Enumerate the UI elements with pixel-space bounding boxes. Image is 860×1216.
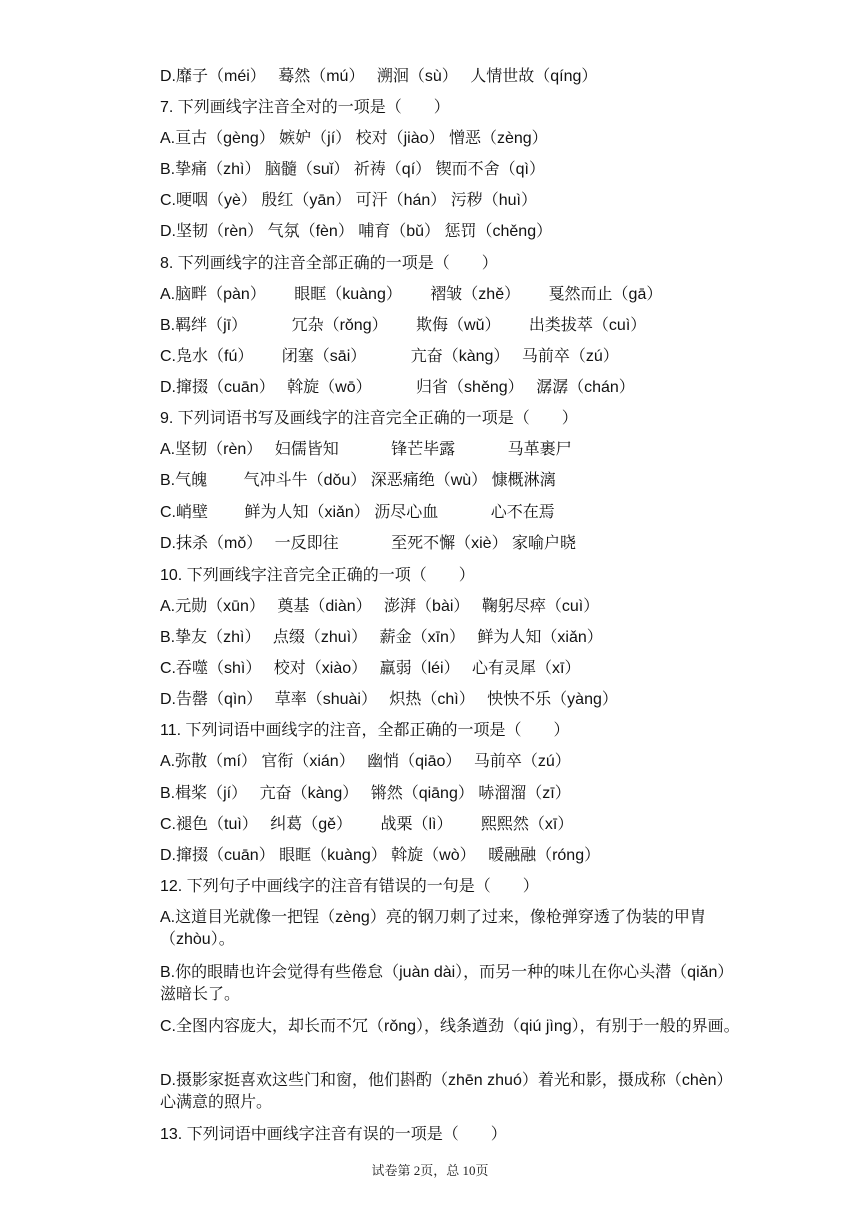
question-8: 8. 下列画线字的注音全部正确的一项是（ ） bbox=[160, 255, 498, 272]
question-12: 12. 下列句子中画线字的注音有错误的一句是（ ） bbox=[160, 878, 539, 895]
option-c-q10: C.吞噬（shì） 校对（xiào） 羸弱（léi） 心有灵犀（xī） bbox=[160, 660, 581, 677]
option-b-q9: B.气魄 气冲斗牛（dǒu） 深恶痛绝（wù） 慷概淋漓 bbox=[160, 472, 556, 489]
option-c-q12: C.全图内容庞大，却长而不冗（rǒng），线条遒劲（qiú jìng），有别于一般的界画。 bbox=[160, 1018, 740, 1035]
question-11: 11. 下列词语中画线字的注音，全都正确的一项是（ ） bbox=[160, 722, 570, 739]
option-c-q8: C.凫水（fú） 闭塞（sāi） 亢奋（kàng） 马前卒（zú） bbox=[160, 348, 619, 365]
option-b-q10: B.挚友（zhì） 点缀（zhuì） 薪金（xīn） 鲜为人知（xiǎn） bbox=[160, 629, 603, 646]
option-b-q11: B.楫桨（jí） 亢奋（kàng） 锵然（qiāng） 哧溜溜（zī） bbox=[160, 785, 571, 802]
question-7: 7. 下列画线字注音全对的一项是（ ） bbox=[160, 99, 450, 116]
question-10: 10. 下列画线字注音完全正确的一项（ ） bbox=[160, 567, 475, 584]
option-c-q7: C.哽咽（yè） 殷红（yān） 可汗（hán） 污秽（huì） bbox=[160, 192, 537, 209]
option-a-q12: A.这道目光就像一把锃（zèng）亮的钢刀刺了过来，像枪弹穿透了伪装的甲胄（zhòu）。 bbox=[160, 909, 706, 948]
option-d-q8: D.撺掇（cuān） 斡旋（wō） 归省（shěng） 潺潺（chán） bbox=[160, 379, 635, 396]
option-d-q6: D.靡子（méi） 蓦然（mú） 溯洄（sù） 人情世故（qíng） bbox=[160, 68, 598, 85]
option-a-q11: A.弥散（mí） 官衔（xián） 幽悄（qiāo） 马前卒（zú） bbox=[160, 753, 571, 770]
option-a-q7: A.亘古（gèng） 嫉妒（jí） 校对（jiào） 憎恶（zèng） bbox=[160, 130, 548, 147]
option-a-q8: A.脑畔（pàn） 眼眶（kuàng） 褶皱（zhě） 戛然而止（gā） bbox=[160, 286, 663, 303]
option-b-q7: B.挚痛（zhì） 脑髓（suǐ） 祈祷（qí） 锲而不舍（qì） bbox=[160, 161, 545, 178]
question-9: 9. 下列词语书写及画线字的注音完全正确的一项是（ ） bbox=[160, 410, 578, 427]
option-b-q12: B.你的眼睛也许会觉得有些倦怠（juàn dài），而另一种的味儿在你心头潜（qiǎn）滋暗长了。 bbox=[160, 964, 734, 1003]
option-d-q7: D.坚韧（rèn） 气氛（fèn） 哺育（bǔ） 惩罚（chěng） bbox=[160, 223, 553, 240]
option-a-q9: A.坚韧（rèn） 妇儒皆知 锋芒毕露 马革裹尸 bbox=[160, 441, 572, 458]
question-13: 13. 下列词语中画线字注音有误的一项是（ ） bbox=[160, 1126, 507, 1143]
option-d-q9: D.抹杀（mǒ） 一反即往 至死不懈（xiè） 家喻户晓 bbox=[160, 535, 577, 552]
option-b-q8: B.羁绊（jī） 冗杂（rǒng） 欺侮（wǔ） 出类拔萃（cuì） bbox=[160, 317, 647, 334]
option-d-q11: D.撺掇（cuān） 眼眶（kuàng） 斡旋（wò） 暖融融（róng） bbox=[160, 847, 601, 864]
option-d-q10: D.告罄（qìn） 草率（shuài） 炽热（chì） 怏怏不乐（yàng） bbox=[160, 691, 618, 708]
option-c-q9: C.峭壁 鲜为人知（xiǎn） 沥尽心血 心不在焉 bbox=[160, 504, 555, 521]
page-footer: 试卷第 2页，总 10页 bbox=[371, 1163, 489, 1178]
option-c-q11: C.褪色（tuì） 纠葛（gě） 战栗（lì） 熙熙然（xī） bbox=[160, 816, 574, 833]
option-d-q12: D.摄影家挺喜欢这些门和窗，他们斟酌（zhēn zhuó）着光和影，摄成称（chèn）心满意的照片。 bbox=[160, 1072, 733, 1111]
option-a-q10: A.元勋（xūn） 奠基（diàn） 澎湃（bài） 鞠躬尽瘁（cuì） bbox=[160, 598, 600, 615]
